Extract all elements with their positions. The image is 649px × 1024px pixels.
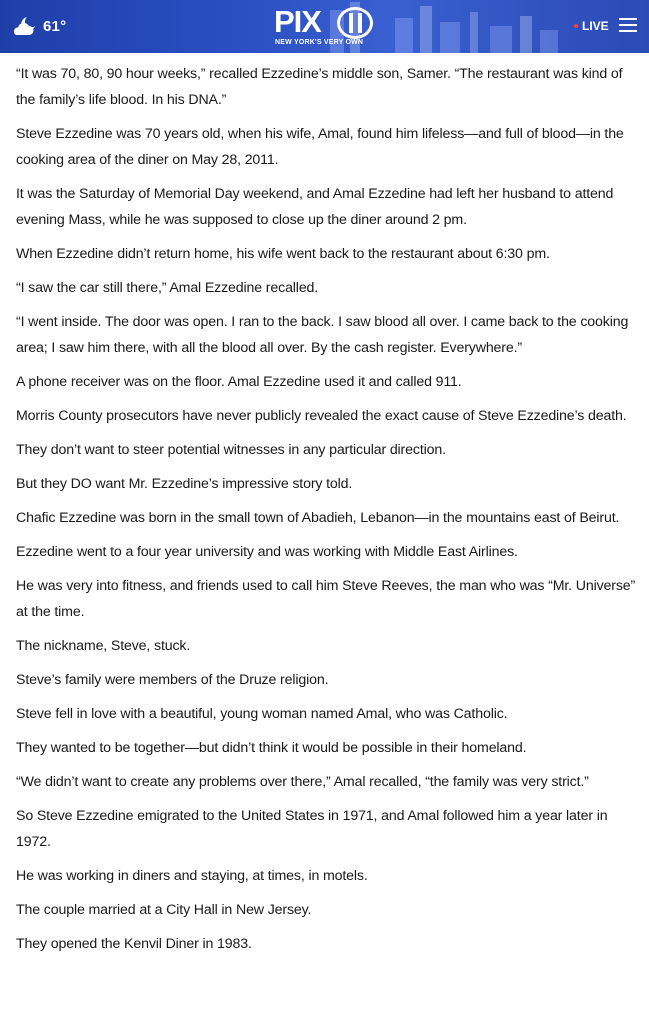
article-paragraph: So Steve Ezzedine emigrated to the United States in 1971, and Amal followed him a year later in 1972. xyxy=(16,808,608,850)
logo-eleven-mark xyxy=(337,7,373,39)
article-paragraph: Steve Ezzedine was 70 years old, when his wife, Amal, found him lifeless—and full of blood—in the cooking area of the diner on May 28, 2011. xyxy=(16,126,624,168)
logo-tagline: NEW YORK'S VERY OWN xyxy=(275,39,364,46)
weather-widget[interactable] xyxy=(10,13,66,39)
article-paragraph: It was the Saturday of Memorial Day weekend, and Amal Ezzedine had left her husband to attend evening Mass, while he was supposed to close up the diner around 2 pm. xyxy=(16,186,614,228)
article-paragraph: He was very into fitness, and friends used to call him Steve Reeves, the man who was “Mr. Universe” at the time. xyxy=(16,578,636,620)
article-paragraph: The nickname, Steve, stuck. xyxy=(16,638,191,654)
live-label: LIVE xyxy=(582,19,609,33)
article-paragraph: “I saw the car still there,” Amal Ezzedine recalled. xyxy=(16,280,319,296)
article-paragraph: “We didn’t want to create any problems over there,” Amal recalled, “the family was very strict.” xyxy=(16,774,589,790)
article-paragraph: Chafic Ezzedine was born in the small town of Abadieh, Lebanon—in the mountains east of Beirut. xyxy=(16,510,620,526)
live-dot-icon xyxy=(574,24,578,28)
article-paragraph: He was working in diners and staying, at times, in motels. xyxy=(16,868,368,884)
article-paragraph: A phone receiver was on the floor. Amal Ezzedine used it and called 911. xyxy=(16,374,462,390)
article-paragraph: Steve’s family were members of the Druze religion. xyxy=(16,672,329,688)
article-paragraph: They don’t want to steer potential witnesses in any particular direction. xyxy=(16,442,446,458)
hamburger-menu-icon[interactable] xyxy=(619,18,637,32)
article-paragraph: The couple married at a City Hall in New Jersey. xyxy=(16,902,312,918)
article-paragraph: Ezzedine went to a four year university and was working with Middle East Airlines. xyxy=(16,544,518,560)
article-paragraph: “I went inside. The door was open. I ran to the back. I saw blood all over. I came back to the cooking area; I saw him there, with all the blood all over. By the cash register. Everywhere.” xyxy=(16,314,629,356)
site-header xyxy=(0,0,649,53)
logo-wordmark: PIX xyxy=(274,4,321,39)
article-paragraph: “It was 70, 80, 90 hour weeks,” recalled Ezzedine’s middle son, Samer. “The restaurant was kind of the family’s life blood. In his DNA.” xyxy=(16,66,623,108)
pix11-logo[interactable] xyxy=(274,6,376,48)
article-paragraph: They wanted to be together—but didn’t think it would be possible in their homeland. xyxy=(16,740,527,756)
article-paragraph: Morris County prosecutors have never publicly revealed the exact cause of Steve Ezzedine’s death. xyxy=(16,408,627,424)
article-paragraph: But they DO want Mr. Ezzedine’s impressive story told. xyxy=(16,476,353,492)
live-button[interactable] xyxy=(574,19,609,33)
temperature-readout: 61° xyxy=(43,17,67,35)
article-paragraph: Steve fell in love with a beautiful, young woman named Amal, who was Catholic. xyxy=(16,706,508,722)
cloud-moon-icon xyxy=(10,15,37,37)
article-paragraph: They opened the Kenvil Diner in 1983. xyxy=(16,936,252,952)
article-body xyxy=(16,53,636,962)
article-paragraph: When Ezzedine didn’t return home, his wife went back to the restaurant about 6:30 pm. xyxy=(16,246,550,262)
